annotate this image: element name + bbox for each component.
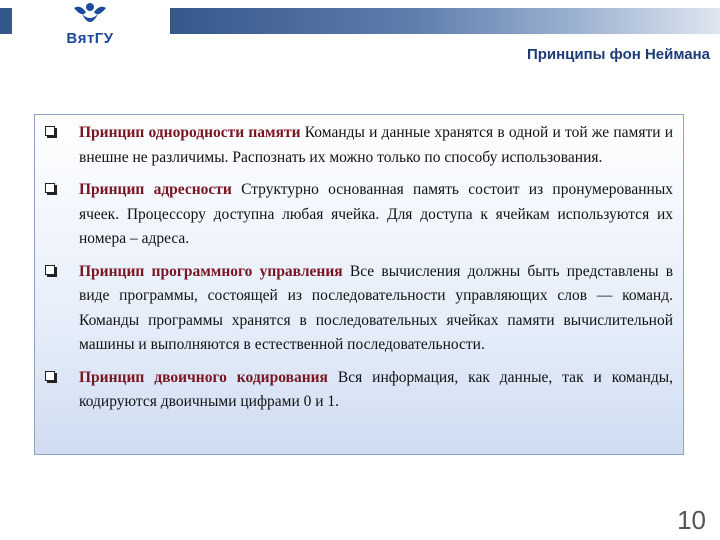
principle-body: Команды и данные хранятся в одной и той же памяти и внешне не различимы. Распознать их можно только по способу использования.: [79, 124, 673, 166]
checkbox-bullet-icon: [45, 371, 57, 383]
principle-body: Вся информация, как данные, так и команды, кодируются двоичными цифрами 0 и 1.: [79, 368, 673, 410]
principle-lead: Принцип однородности памяти: [79, 124, 301, 141]
principle-text: [79, 366, 673, 415]
checkbox-bullet-icon: [45, 126, 57, 138]
slide-title: Принципы фон Неймана: [526, 46, 710, 63]
checkbox-bullet-icon: [45, 183, 57, 195]
principle-body: Все вычисления должны быть представлены в виде программы, состоящей из последовательности управляющих слов — команд. Команды программы хранятся в последовательных ячейках памяти вычислительной машины и выполняются в естественной последовательности.: [79, 262, 674, 353]
checkbox-bullet-icon: [45, 265, 57, 277]
principle-body: Структурно основанная память состоит из пронумерованных ячеек. Процессору доступна любая ячейка. Для доступа к ячейкам используются их номера – адреса.: [79, 181, 673, 247]
header-bar: [170, 8, 720, 34]
page-number: 10: [677, 505, 706, 535]
logo-emblem-icon: [14, 0, 166, 32]
principle-lead: Принцип двоичного кодирования: [79, 368, 328, 386]
logo-text: ВятГУ: [66, 30, 114, 47]
principle-item: [45, 366, 673, 415]
principle-text: [79, 121, 673, 170]
principle-item: [45, 178, 673, 252]
vyatgu-logo: [14, 0, 166, 52]
principle-text: [79, 260, 673, 358]
principle-item: [45, 121, 673, 170]
principles-box: [34, 114, 684, 455]
header-left-stripe: [0, 8, 12, 34]
principle-item: [45, 260, 673, 358]
principle-lead: Принцип адресности: [79, 181, 232, 198]
principle-lead: Принцип программного управления: [79, 262, 343, 280]
principle-text: [79, 178, 673, 252]
